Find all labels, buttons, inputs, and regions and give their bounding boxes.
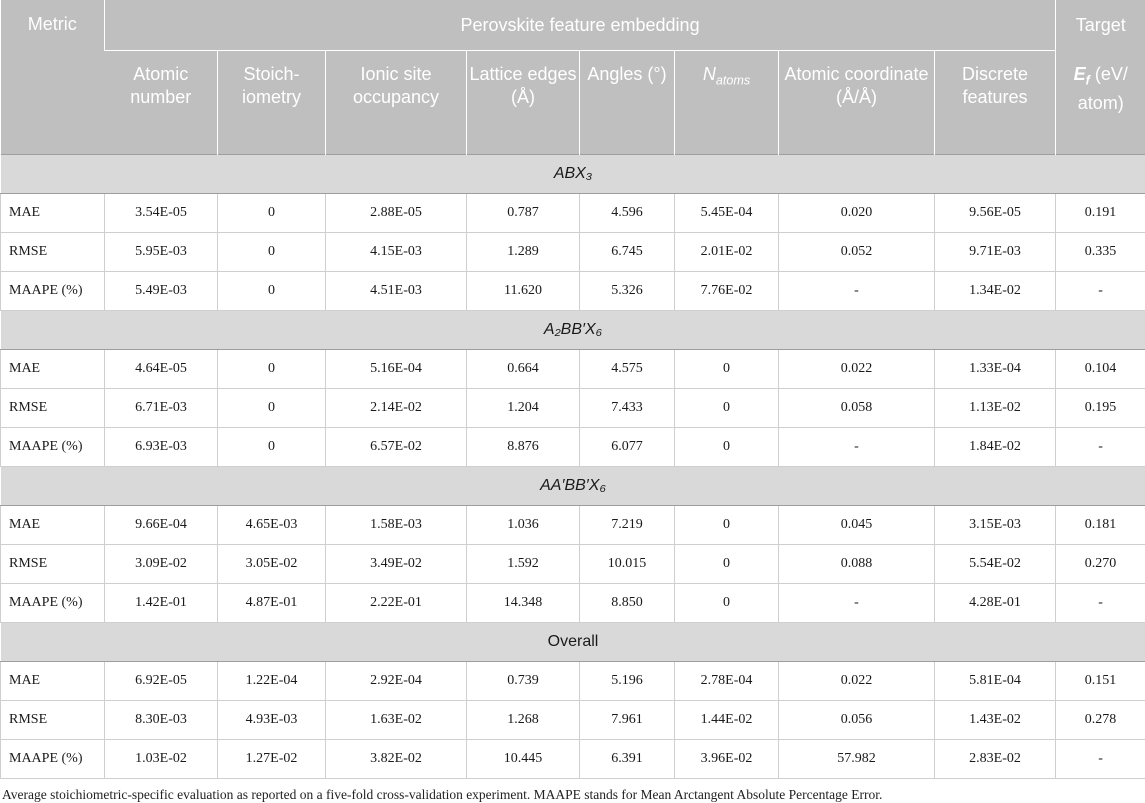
value-cell: - [779, 272, 935, 311]
table-row [1, 584, 1145, 623]
value-cell: 0.058 [779, 389, 935, 428]
value-cell: - [1056, 584, 1145, 623]
header-atomic-coordinate: Atomic coordinate (Å/Å) [779, 51, 935, 155]
value-cell: 1.268 [467, 701, 580, 740]
value-cell: 0.195 [1056, 389, 1145, 428]
value-cell: 4.15E-03 [326, 233, 467, 272]
value-cell: 0.151 [1056, 662, 1145, 701]
value-cell: 4.64E-05 [105, 350, 218, 389]
table-header [1, 0, 1145, 155]
value-cell: 0 [218, 389, 326, 428]
section-header-row [1, 467, 1145, 506]
value-cell: 5.49E-03 [105, 272, 218, 311]
metric-cell: RMSE [1, 389, 105, 428]
value-cell: 0.191 [1056, 194, 1145, 233]
value-cell: 4.93E-03 [218, 701, 326, 740]
table-row [1, 194, 1145, 233]
value-cell: 1.204 [467, 389, 580, 428]
value-cell: 0.664 [467, 350, 580, 389]
value-cell: 6.745 [580, 233, 675, 272]
header-stoichiometry: Stoich-iometry [218, 51, 326, 155]
natoms-subscript: atoms [716, 74, 750, 88]
value-cell: 4.51E-03 [326, 272, 467, 311]
value-cell: 5.81E-04 [935, 662, 1056, 701]
value-cell: 1.63E-02 [326, 701, 467, 740]
section-title: AA′BB′X₆ [1, 467, 1145, 506]
metric-cell: MAAPE (%) [1, 740, 105, 779]
value-cell: 3.54E-05 [105, 194, 218, 233]
value-cell: 0 [675, 545, 779, 584]
value-cell: 4.65E-03 [218, 506, 326, 545]
value-cell: 0.278 [1056, 701, 1145, 740]
value-cell: 8.850 [580, 584, 675, 623]
value-cell: - [1056, 740, 1145, 779]
value-cell: 0.104 [1056, 350, 1145, 389]
table-row [1, 506, 1145, 545]
value-cell: 1.27E-02 [218, 740, 326, 779]
value-cell: - [1056, 272, 1145, 311]
value-cell: 1.43E-02 [935, 701, 1056, 740]
section-header-row [1, 311, 1145, 350]
value-cell: 0.270 [1056, 545, 1145, 584]
section-title: ABX₃ [1, 155, 1145, 194]
value-cell: 0.739 [467, 662, 580, 701]
value-cell: 0 [218, 233, 326, 272]
value-cell: 1.58E-03 [326, 506, 467, 545]
value-cell: 2.14E-02 [326, 389, 467, 428]
value-cell: 1.592 [467, 545, 580, 584]
value-cell: 0.045 [779, 506, 935, 545]
value-cell: 2.22E-01 [326, 584, 467, 623]
metric-cell: RMSE [1, 701, 105, 740]
value-cell: 0.052 [779, 233, 935, 272]
value-cell: 0.088 [779, 545, 935, 584]
value-cell: 0 [218, 428, 326, 467]
value-cell: 6.391 [580, 740, 675, 779]
value-cell: 9.66E-04 [105, 506, 218, 545]
table-row [1, 272, 1145, 311]
value-cell: 2.83E-02 [935, 740, 1056, 779]
value-cell: 10.015 [580, 545, 675, 584]
value-cell: 0 [218, 272, 326, 311]
ef-subscript: f [1086, 73, 1090, 87]
value-cell: 11.620 [467, 272, 580, 311]
table-body [1, 155, 1145, 779]
value-cell: 6.92E-05 [105, 662, 218, 701]
metric-cell: MAE [1, 506, 105, 545]
value-cell: 5.45E-04 [675, 194, 779, 233]
value-cell: 4.28E-01 [935, 584, 1056, 623]
value-cell: 0 [675, 506, 779, 545]
ef-symbol: E [1074, 64, 1086, 84]
value-cell: 0 [675, 584, 779, 623]
value-cell: - [779, 428, 935, 467]
value-cell: 1.22E-04 [218, 662, 326, 701]
section-title: Overall [1, 623, 1145, 662]
metric-cell: MAE [1, 194, 105, 233]
metric-cell: MAE [1, 350, 105, 389]
value-cell: 10.445 [467, 740, 580, 779]
header-ionic-site: Ionic site occupancy [326, 51, 467, 155]
value-cell: 3.82E-02 [326, 740, 467, 779]
value-cell: 9.56E-05 [935, 194, 1056, 233]
table-row [1, 233, 1145, 272]
value-cell: 9.71E-03 [935, 233, 1056, 272]
value-cell: 8.876 [467, 428, 580, 467]
header-formation-energy [1056, 51, 1145, 155]
value-cell: 5.196 [580, 662, 675, 701]
value-cell: 0.022 [779, 350, 935, 389]
value-cell: 1.44E-02 [675, 701, 779, 740]
value-cell: 7.433 [580, 389, 675, 428]
header-target: Target [1056, 0, 1145, 51]
value-cell: 3.96E-02 [675, 740, 779, 779]
table-row [1, 545, 1145, 584]
header-feature-group: Perovskite feature embedding [105, 0, 1056, 51]
value-cell: 6.077 [580, 428, 675, 467]
value-cell: 2.92E-04 [326, 662, 467, 701]
header-metric: Metric [1, 0, 105, 155]
natoms-symbol: N [703, 64, 716, 84]
value-cell: 0 [675, 428, 779, 467]
value-cell: 2.88E-05 [326, 194, 467, 233]
table-row [1, 389, 1145, 428]
table-row [1, 740, 1145, 779]
value-cell: 0 [218, 194, 326, 233]
value-cell: 7.961 [580, 701, 675, 740]
section-header-row [1, 155, 1145, 194]
header-natoms [675, 51, 779, 155]
value-cell: 5.326 [580, 272, 675, 311]
value-cell: 4.596 [580, 194, 675, 233]
value-cell: 2.01E-02 [675, 233, 779, 272]
table-row [1, 662, 1145, 701]
value-cell: 14.348 [467, 584, 580, 623]
metric-cell: MAE [1, 662, 105, 701]
value-cell: 0.022 [779, 662, 935, 701]
section-title: A₂BB′X₆ [1, 311, 1145, 350]
value-cell: 0.787 [467, 194, 580, 233]
value-cell: 6.93E-03 [105, 428, 218, 467]
metric-cell: MAAPE (%) [1, 584, 105, 623]
value-cell: 5.16E-04 [326, 350, 467, 389]
table-row [1, 428, 1145, 467]
value-cell: 5.54E-02 [935, 545, 1056, 584]
value-cell: 5.95E-03 [105, 233, 218, 272]
ef-unit: (eV/ atom) [1078, 64, 1128, 114]
value-cell: 7.76E-02 [675, 272, 779, 311]
value-cell: 1.33E-04 [935, 350, 1056, 389]
value-cell: 3.05E-02 [218, 545, 326, 584]
table-footnote: Average stoichiometric-specific evaluation as reported on a five-fold cross-validation experiment. MAAPE stands for Mean Arctangent Absolute Percentage Error. [0, 779, 1145, 803]
value-cell: 2.78E-04 [675, 662, 779, 701]
section-header-row [1, 623, 1145, 662]
value-cell: 6.57E-02 [326, 428, 467, 467]
value-cell: 3.49E-02 [326, 545, 467, 584]
value-cell: 4.87E-01 [218, 584, 326, 623]
value-cell: 3.09E-02 [105, 545, 218, 584]
table-row [1, 701, 1145, 740]
value-cell: 1.036 [467, 506, 580, 545]
value-cell: - [1056, 428, 1145, 467]
value-cell: 1.289 [467, 233, 580, 272]
value-cell: 0.181 [1056, 506, 1145, 545]
table-row [1, 350, 1145, 389]
value-cell: 57.982 [779, 740, 935, 779]
header-lattice-edges: Lattice edges (Å) [467, 51, 580, 155]
value-cell: 1.13E-02 [935, 389, 1056, 428]
value-cell: 0 [675, 389, 779, 428]
value-cell: 0 [675, 350, 779, 389]
value-cell: 4.575 [580, 350, 675, 389]
value-cell: - [779, 584, 935, 623]
value-cell: 7.219 [580, 506, 675, 545]
metric-cell: MAAPE (%) [1, 428, 105, 467]
value-cell: 1.03E-02 [105, 740, 218, 779]
value-cell: 0 [218, 350, 326, 389]
value-cell: 8.30E-03 [105, 701, 218, 740]
metric-cell: RMSE [1, 545, 105, 584]
header-angles: Angles (°) [580, 51, 675, 155]
value-cell: 1.84E-02 [935, 428, 1056, 467]
value-cell: 0.020 [779, 194, 935, 233]
value-cell: 1.34E-02 [935, 272, 1056, 311]
value-cell: 1.42E-01 [105, 584, 218, 623]
header-atomic-number: Atomic number [105, 51, 218, 155]
value-cell: 0.335 [1056, 233, 1145, 272]
value-cell: 0.056 [779, 701, 935, 740]
value-cell: 6.71E-03 [105, 389, 218, 428]
metric-cell: RMSE [1, 233, 105, 272]
value-cell: 3.15E-03 [935, 506, 1056, 545]
header-discrete-features: Discrete features [935, 51, 1056, 155]
metric-cell: MAAPE (%) [1, 272, 105, 311]
